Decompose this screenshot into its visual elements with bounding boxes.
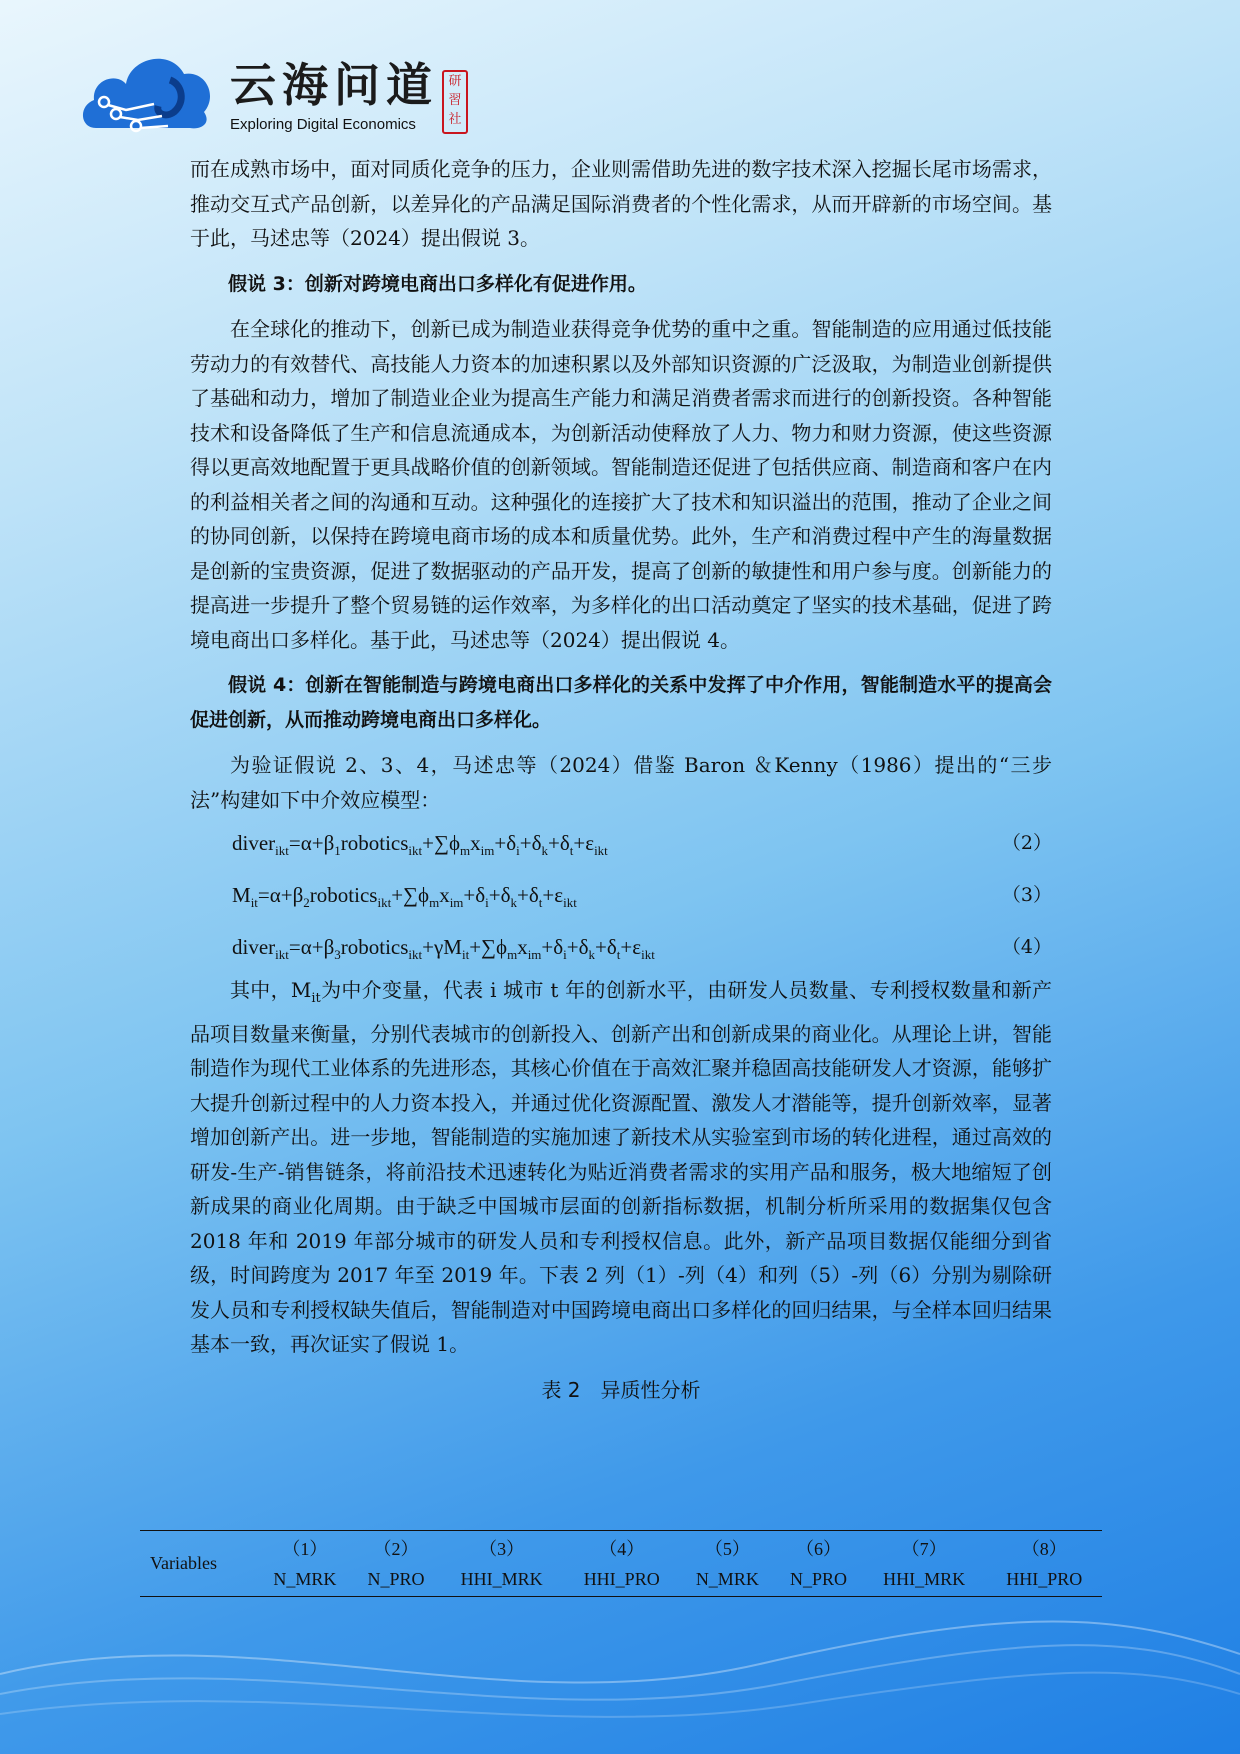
equation-3: $M_{it}=\alpha+\beta_2robotics_{ikt}+\sum\phi_mx_{im}+\delta_i+\delta_k+\delta_t+\varepsilon_{ikt}$ （3） — [190, 869, 1052, 921]
paragraph-1: 而在成熟市场中，面对同质化竞争的压力，企业则需借助先进的数字技术深入挖掘长尾市场需求，推动交互式产品创新，以差异化的产品满足国际消费者的个性化需求，从而开辟新的市场空间。基于此，马述忠等（2024）提出假说 3。 — [190, 157, 1052, 250]
col-name: N_MRK — [273, 1569, 337, 1589]
table-title: 表 2 异质性分析 — [541, 1377, 701, 1402]
brand-title: 云海问道 — [230, 58, 438, 112]
col-name: N_PRO — [790, 1569, 848, 1589]
equation-number: （4） — [1001, 936, 1052, 958]
brand-header — [78, 40, 478, 140]
col-number: （7） — [901, 1539, 947, 1559]
table-header-row — [140, 1565, 1102, 1597]
brand-subtitle: Exploring Digital Economics — [230, 116, 416, 133]
paragraph-3: 为验证假说 2、3、4，马述忠等（2024）借鉴 Baron ＆Kenny（1986）提出的“三步法”构建如下中介效应模型： — [190, 753, 1052, 812]
equation-number: （2） — [1001, 832, 1052, 854]
col-number: （8） — [1021, 1539, 1067, 1559]
col-name: HHI_MRK — [460, 1569, 543, 1589]
paragraph-2: 在全球化的推动下，创新已成为制造业获得竞争优势的重中之重。智能制造的应用通过低技能劳动力的有效替代、高技能人力资本的加速积累以及外部知识资源的广泛汲取，为制造业创新提供了基础和动力，增加了制造业企业为提高生产能力和满足消费者需求而进行的创新投资。各种智能技术和设备降低了生产和信息流通成本，为创新活动使释放了人力、物力和财力资源，使这些资源得以更高效地配置于更具战略价值的创新领域。智能制造还促进了包括供应商、制造商和客户在内的利益相关者之间的沟通和互动。这种强化的连接扩大了技术和知识溢出的范围，推动了企业之间的协同创新，以保持在跨境电商市场的成本和质量优势。此外，生产和消费过程中产生的海量数据是创新的宝贵资源，促进了数据驱动的产品开发，提高了创新的敏捷性和用户参与度。创新能力的提高进一步提升了整个贸易链的运作效率，为多样化的出口活动奠定了坚实的技术基础，促进了跨境电商出口多样化。基于此，马述忠等（2024）提出假说 4。 — [190, 317, 1052, 652]
hypothesis-4: 假说 4：创新在智能制造与跨境电商出口多样化的关系中发挥了中介作用，智能制造水平的提高会促进创新，从而推动跨境电商出口多样化。 — [190, 674, 1052, 731]
col-name: N_PRO — [367, 1569, 425, 1589]
col-name: HHI_PRO — [1006, 1569, 1083, 1589]
equation-number: （3） — [1001, 884, 1052, 906]
article-body — [190, 152, 1052, 1417]
col-name: HHI_PRO — [583, 1569, 660, 1589]
variables-label: Variables — [150, 1553, 217, 1573]
equation-4: $diver_{ikt}=\alpha+\beta_3robotics_{ikt}+\gamma M_{it}+\sum\phi_mx_{im}+\delta_i+\delta_k+\delta_t+\varepsilon_{ikt}$ （4） — [190, 921, 1052, 973]
brand-seal: 研習社 — [442, 70, 468, 134]
col-number: （5） — [704, 1539, 750, 1559]
col-number: （2） — [373, 1539, 419, 1559]
equation-2: $diver_{ikt}=\alpha+\beta_1robotics_{ikt}+\sum\phi_mx_{im}+\delta_i+\delta_k+\delta_t+\varepsilon_{ikt}$ （2） — [190, 817, 1052, 869]
col-number: （3） — [479, 1539, 525, 1559]
regression-table — [140, 1530, 1102, 1597]
table-header-row — [140, 1531, 1102, 1566]
col-number: （6） — [796, 1539, 842, 1559]
col-number: （4） — [599, 1539, 645, 1559]
cloud-logo-icon — [78, 40, 218, 140]
col-name: HHI_MRK — [883, 1569, 966, 1589]
hypothesis-3: 假说 3：创新对跨境电商出口多样化有促进作用。 — [228, 272, 647, 295]
col-number: （1） — [282, 1539, 328, 1559]
paragraph-4: 其中，$M_{it}$为中介变量，代表 i 城市 t 年的创新水平，由研发人员数量、专利授权数量和新产品项目数量来衡量，分别代表城市的创新投入、创新产出和创新成果的商业化。从理论上讲，智能制造作为现代工业体系的先进形态，其核心价值在于高效汇聚并稳固高技能研发人才资源，能够扩大提升创新过程中的人力资本投入，并通过优化资源配置、激发人才潜能等，提升创新效率，显著增加创新产出。进一步地，智能制造的实施加速了新技术从实验室到市场的转化进程，通过高效的研发-生产-销售链条，将前沿技术迅速转化为贴近消费者需求的实用产品和服务，极大地缩短了创新成果的商业化周期。由于缺乏中国城市层面的创新指标数据，机制分析所采用的数据集仅包含 2018 年和 2019 年部分城市的研发人员和专利授权信息。此外，新产品项目数据仅能细分到省级，时间跨度为 2017 年至 2019 年。下表 2 列（1）-列（4）和列（5）-列（6）分别为剔除研发人员和专利授权缺失值后，智能制造对中国跨境电商出口多样化的回归结果，与全样本回归结果基本一致，再次证实了假说 1。 — [190, 978, 1052, 1356]
col-name: N_MRK — [695, 1569, 759, 1589]
